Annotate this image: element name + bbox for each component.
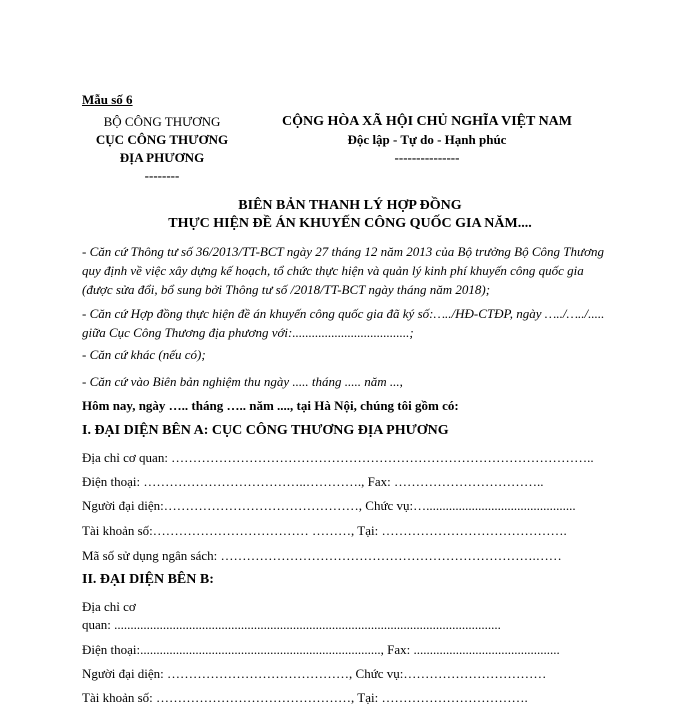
today-line: Hôm nay, ngày ….. tháng ….. năm ...., tại Hà Nội, chúng tôi gồm có: bbox=[82, 398, 459, 413]
party-b-representative: Người đại diện: ……………………………………, Chức vụ:…………………………… bbox=[82, 666, 547, 681]
document-subtitle: THỰC HIỆN ĐỀ ÁN KHUYẾN CÔNG QUỐC GIA NĂM.... bbox=[168, 216, 532, 231]
party-b-address-label: Địa chỉ cơ bbox=[82, 599, 136, 614]
party-a-heading: I. ĐẠI DIỆN BÊN A: CỤC CÔNG THƯƠNG ĐỊA PHƯƠNG bbox=[82, 423, 449, 438]
basis-contract: - Căn cứ Hợp đồng thực hiện đề án khuyến công quốc gia đã ký số:…../HĐ-CTĐP, ngày …../…../..... giữa Cục Công Thương địa phương với:....................................; bbox=[82, 306, 605, 340]
basis-other: - Căn cứ khác (nếu có); bbox=[82, 347, 206, 362]
party-b-heading: II. ĐẠI DIỆN BÊN B: bbox=[82, 572, 214, 587]
party-a-account: Tài khoản số:……………………………… ………, Tại: ……………………………………. bbox=[82, 523, 567, 538]
left-header-rule: -------- bbox=[144, 168, 180, 183]
party-b-address: quan: ....................................................................................................................... bbox=[82, 617, 501, 632]
party-b-account: Tài khoản số: ………………………………………, Tại: ……………………………. bbox=[82, 690, 528, 705]
department-locality: ĐỊA PHƯƠNG bbox=[119, 150, 205, 165]
party-a-phone-fax: Điện thoại: ………………………………..…………., Fax: …………………………….. bbox=[82, 474, 544, 489]
document-title: BIÊN BẢN THANH LÝ HỢP ĐỒNG bbox=[238, 198, 462, 213]
form-number: Mẫu số 6 bbox=[82, 92, 133, 107]
department-name: CỤC CÔNG THƯƠNG bbox=[95, 132, 229, 147]
national-motto: Độc lập - Tự do - Hạnh phúc bbox=[347, 132, 507, 147]
basis-acceptance: - Căn cứ vào Biên bản nghiệm thu ngày ..... tháng ..... năm ..., bbox=[82, 374, 403, 389]
right-header-rule: --------------- bbox=[394, 150, 460, 165]
ministry-name: BỘ CÔNG THƯƠNG bbox=[103, 114, 221, 129]
basis-circular: - Căn cứ Thông tư số 36/2013/TT-BCT ngày 27 tháng 12 năm 2013 của Bộ trưởng Bộ Công Thương quy định về việc xây dựng kế hoạch, tổ chức thực hiện và quản lý kinh phí khuyến công quốc gia (được sửa đổi, bổ sung bởi Thông tư số /2018/TT-BCT ngày tháng năm 2018); bbox=[82, 244, 605, 297]
party-a-representative: Người đại diện:………………………………………, Chức vụ:….............................................. bbox=[82, 498, 576, 513]
party-a-budget-code: Mã số sử dụng ngân sách: ……………………………………………………………….…… bbox=[82, 548, 562, 563]
national-title: CỘNG HÒA XÃ HỘI CHỦ NGHĨA VIỆT NAM bbox=[281, 114, 572, 129]
party-a-address: Địa chỉ cơ quan: …………………………………………………………………………………….. bbox=[82, 450, 594, 465]
party-b-phone-fax: Điện thoại:.........................................................................., Fax: ............................................. bbox=[82, 642, 560, 657]
